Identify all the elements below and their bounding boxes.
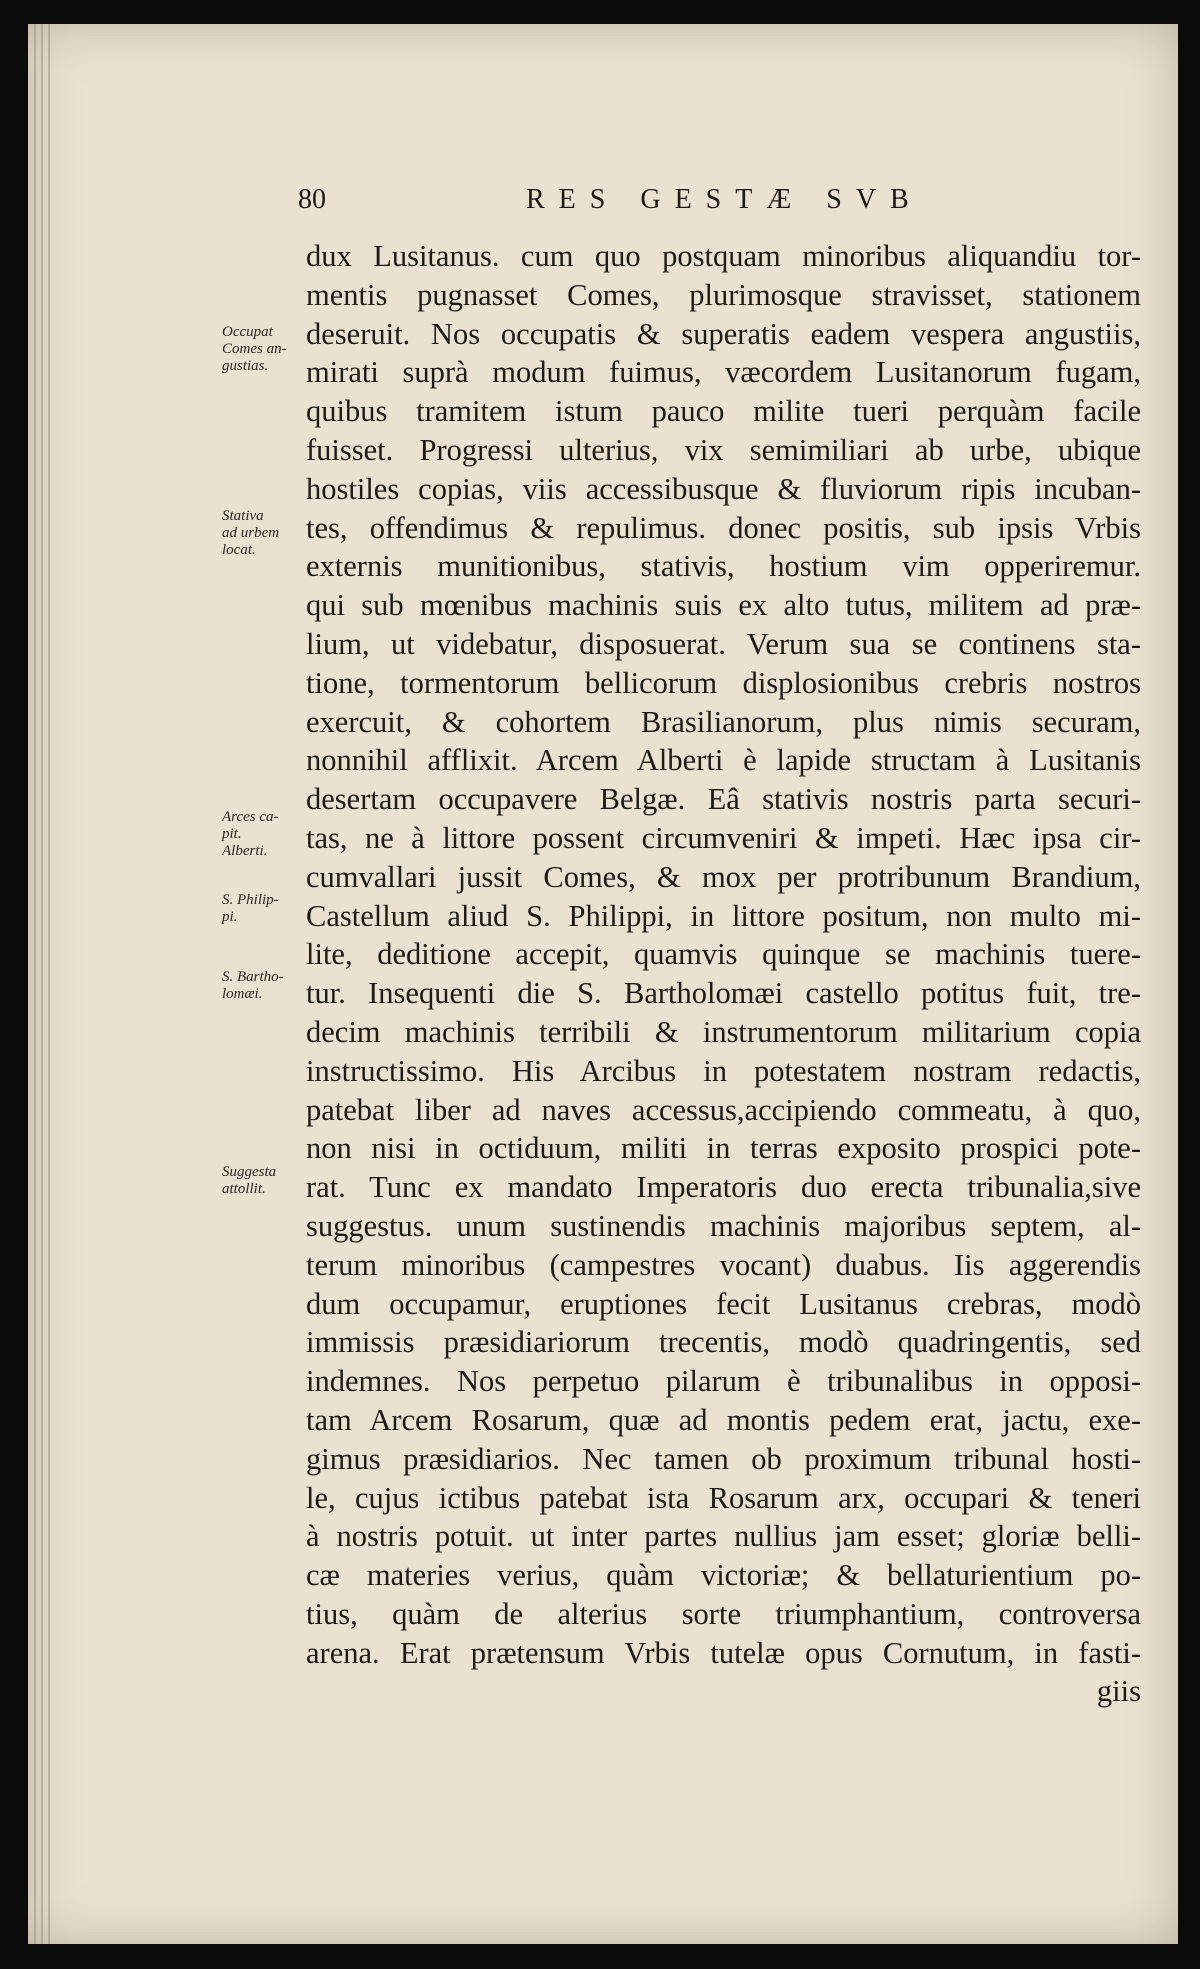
body-line: quibus tramitem istum pauco milite tueri perquàm facile [306, 394, 1141, 429]
marginal-note-line: lomæi. [222, 986, 263, 1002]
body-line: suggestus. unum sustinendis machinis majoribus septem, al- [306, 1208, 1141, 1243]
marginal-note-line: pit. [222, 826, 242, 842]
marginal-note [222, 969, 304, 1003]
body-line: tam Arcem Rosarum, quæ ad montis pedem erat, jactu, exe- [306, 1402, 1141, 1437]
marginal-note-line: S. Bartho- [222, 969, 284, 985]
body-line: indemnes. Nos perpetuo pilarum è tribunalibus in opposi- [306, 1364, 1141, 1399]
running-head [298, 182, 1128, 222]
body-line: tur. Insequenti die S. Bartholomæi castello potitus fuit, tre- [306, 976, 1141, 1011]
body-line: desertam occupavere Belgæ. Eâ stativis nostris parta securi- [306, 782, 1141, 817]
running-title: RES GESTÆ SVB [526, 184, 923, 215]
page-edge-line [48, 24, 50, 1944]
body-line: immissis præsidiariorum trecentis, modò quadringentis, sed [306, 1325, 1141, 1360]
body-line: externis munitionibus, stativis, hostium vim opperiremur. [306, 549, 1141, 584]
page-edge-line [41, 24, 43, 1944]
body-line: arena. Erat prætensum Vrbis tutelæ opus Cornutum, in fasti- [306, 1635, 1141, 1670]
body-line: patebat liber ad naves accessus,accipiendo commeatu, à quo, [306, 1092, 1141, 1127]
marginal-note-line: Comes an- [222, 341, 287, 357]
body-line: decim machinis terribili & instrumentorum militarium copia [306, 1014, 1141, 1049]
body-line: cumvallari jussit Comes, & mox per protribunum Brandium, [306, 859, 1141, 894]
body-line: hostiles copias, viis accessibusque & fluviorum ripis incuban- [306, 471, 1141, 506]
body-line: à nostris potuit. ut inter partes nullius jam esset; gloriæ belli- [306, 1519, 1141, 1554]
marginal-note [222, 508, 304, 559]
body-line: terum minoribus (campestres vocant) duabus. Iis aggerendis [306, 1247, 1141, 1282]
body-line: lium, ut videbatur, disposuerat. Verum sua se continens sta- [306, 626, 1141, 661]
marginal-note [222, 809, 304, 860]
body-line: tius, quàm de alterius sorte triumphantium, controversa [306, 1596, 1141, 1631]
body-line: tione, tormentorum bellicorum displosionibus crebris nostros [306, 665, 1141, 700]
book-page [28, 24, 1178, 1944]
marginal-note-line: Occupat [222, 324, 273, 340]
body-line: exercuit, & cohortem Brasilianorum, plus nimis securam, [306, 704, 1141, 739]
marginal-note-line: S. Philip- [222, 892, 279, 908]
body-line: cæ materies verius, quàm victoriæ; & bellaturientium po- [306, 1558, 1141, 1593]
body-line: instructissimo. His Arcibus in potestatem nostram redactis, [306, 1053, 1141, 1088]
marginal-note-line: gustias. [222, 358, 269, 374]
body-line: qui sub mœnibus machinis suis ex alto tutus, militem ad præ- [306, 588, 1141, 623]
marginal-note-line: Arces ca- [222, 809, 279, 825]
marginal-note-line: Alberti. [222, 843, 268, 859]
body-line: mirati suprà modum fuimus, væcordem Lusitanorum fugam, [306, 355, 1141, 390]
marginal-note-line: pi. [222, 909, 238, 925]
body-line: Castellum aliud S. Philippi, in littore positum, non multo mi- [306, 898, 1141, 933]
body-line: non nisi in octiduum, militi in terras exposito prospici pote- [306, 1131, 1141, 1166]
body-line: tas, ne à littore possent circumveniri & impeti. Hæc ipsa cir- [306, 820, 1141, 855]
body-line: deseruit. Nos occupatis & superatis eadem vespera angustiis, [306, 316, 1141, 351]
marginal-note-line: ad urbem [222, 525, 280, 541]
body-text [306, 237, 1141, 1711]
marginal-note [222, 892, 304, 926]
body-line: dum occupamur, eruptiones fecit Lusitanus crebras, modò [306, 1286, 1141, 1321]
body-line: giis [1096, 1674, 1141, 1709]
marginal-note [222, 324, 304, 375]
body-line: lite, deditione accepit, quamvis quinque se machinis tuere- [306, 937, 1141, 972]
marginal-note [222, 1164, 304, 1198]
page-number: 80 [298, 184, 326, 215]
marginal-note-line: Suggesta [222, 1164, 277, 1180]
body-line: gimus præsidiarios. Nec tamen ob proximum tribunal hosti- [306, 1441, 1141, 1476]
body-line: rat. Tunc ex mandato Imperatoris duo erecta tribunalia,sive [306, 1170, 1141, 1205]
marginal-note-line: locat. [222, 542, 256, 558]
body-line: fuisset. Progressi ulterius, vix semimiliari ab urbe, ubique [306, 432, 1141, 467]
body-line: nonnihil afflixit. Arcem Alberti è lapide structam à Lusitanis [306, 743, 1141, 778]
page-edge-line [34, 24, 36, 1944]
body-line: dux Lusitanus. cum quo postquam minoribus aliquandiu tor- [306, 239, 1141, 273]
body-line: tes, offendimus & repulimus. donec positis, sub ipsis Vrbis [306, 510, 1141, 545]
marginal-note-line: attollit. [222, 1181, 266, 1197]
body-line: le, cujus ictibus patebat ista Rosarum arx, occupari & teneri [306, 1480, 1141, 1515]
body-line: mentis pugnasset Comes, plurimosque stravisset, stationem [306, 277, 1141, 312]
marginal-note-line: Stativa [222, 508, 264, 524]
